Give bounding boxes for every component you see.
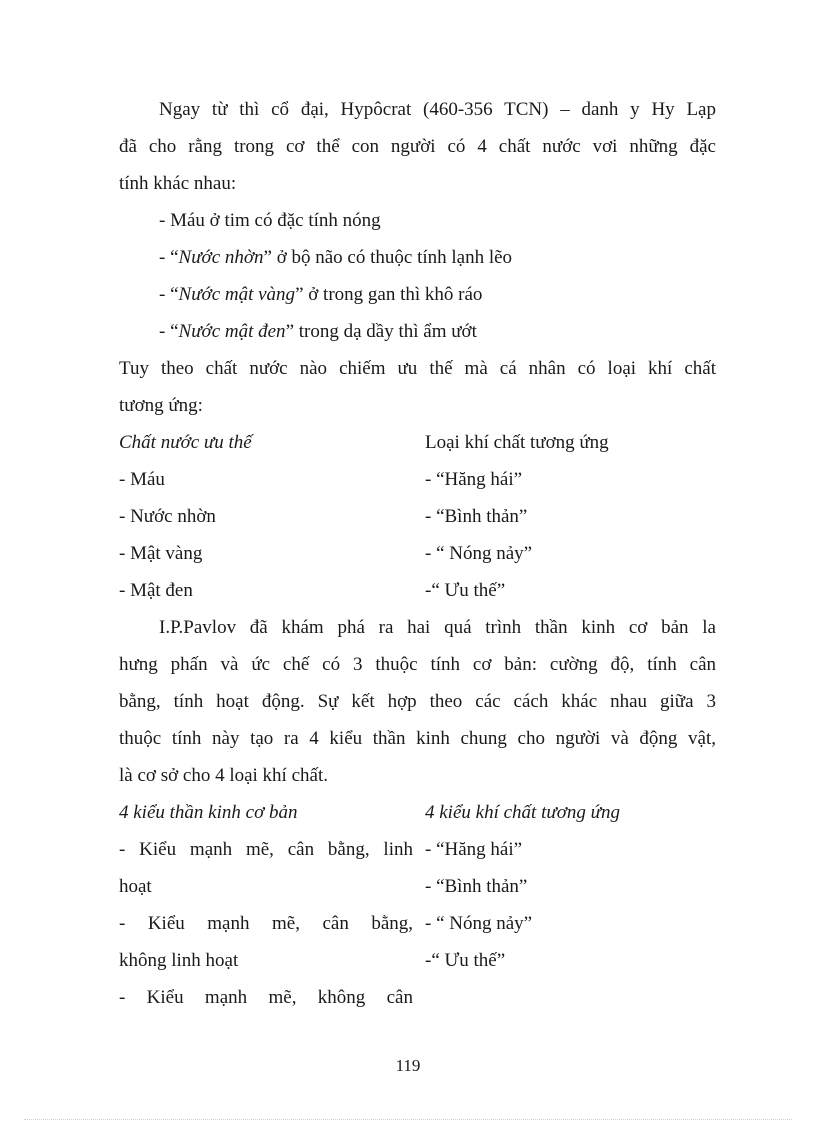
table-cell [425,979,716,1016]
table-cell: - Kiểu mạnh mẽ, không cân [119,987,413,1008]
page-number: 119 [395,1056,421,1075]
list-item [119,239,716,276]
table-row [119,979,716,1016]
table-header-temperament: Loại khí chất tương ứng [425,432,609,453]
table-header-humor: Chất nước ưu thế [119,432,252,453]
table-cell: - Mật vàng [119,543,203,564]
table-cell: - “Bình thản” [425,506,528,527]
paragraph-line: I.P.Pavlov đã khám phá ra hai quá trình thần kinh cơ bản la [159,617,716,638]
table-cell: -“ Ưu thế” [425,950,506,971]
table-header-nervous-type: 4 kiểu thần kinh cơ bản [119,802,298,823]
table-cell: - “Hăng hái” [425,839,523,860]
table-cell: - “Bình thản” [425,876,528,897]
table-cell: - Kiểu mạnh mẽ, cân bằng, linh [119,839,413,860]
list-item [119,202,716,239]
table-cell: - “ Nóng nảy” [425,543,533,564]
paragraph-line: hưng phấn và ức chế có 3 thuộc tính cơ bản: cường độ, tính cân [119,654,716,675]
table-row [119,572,716,609]
paragraph-pavlov [119,609,716,794]
table-row [119,942,716,979]
list-item-prefix: - “ [159,284,179,305]
list-item-suffix: ” ở trong gan thì khô ráo [295,284,483,305]
list-item [119,313,716,350]
table-row [119,905,716,942]
nervous-type-table [119,794,716,1016]
table-header-row [119,794,716,831]
list-item-prefix: - “ [159,321,179,342]
paragraph-line: thuộc tính này tạo ra 4 kiểu thần kinh chung cho người và động vật, [119,728,716,749]
paragraph-line: tính khác nhau: [119,173,237,194]
table-cell: không linh hoạt [119,950,239,971]
paragraph-temperament-intro [119,350,716,424]
paragraph-line: đã cho rằng trong cơ thể con người có 4 chất nước vơi những đặc [119,136,716,157]
table-row [119,498,716,535]
paragraph-hypocrat [119,91,716,202]
table-cell: -“ Ưu thế” [425,580,506,601]
paragraph-line: Tuy theo chất nước nào chiếm ưu thế mà cá nhân có loại khí chất [119,358,716,379]
list-item-term: Nước nhờn [178,247,264,268]
list-item-text: - Máu ở tim có đặc tính nóng [159,210,381,231]
list-item-term: Nước mật đen [178,321,286,342]
list-item [119,276,716,313]
table-cell: - “Hăng hái” [425,469,523,490]
table-row [119,461,716,498]
table-header-row [119,424,716,461]
table-cell: - “ Nóng nảy” [425,913,533,934]
table-row [119,535,716,572]
table-cell: - Nước nhờn [119,506,216,527]
paragraph-line: bằng, tính hoạt động. Sự kết hợp theo các cách khác nhau giữa 3 [119,691,716,712]
table-header-temperament: 4 kiểu khí chất tương ứng [425,802,620,823]
table-cell: - Máu [119,469,165,490]
table-cell: - Mật đen [119,580,193,601]
list-item-suffix: ” trong dạ dầy thì ẩm ướt [285,321,477,342]
humor-list [119,202,716,350]
table-cell: hoạt [119,876,152,897]
table-row [119,831,716,868]
humor-temperament-table [119,424,716,609]
footer-divider [24,1119,792,1120]
list-item-suffix: ” ở bộ não có thuộc tính lạnh lẽo [263,247,513,268]
table-row [119,868,716,905]
paragraph-line: Ngay từ thì cổ đại, Hypôcrat (460-356 TCN) – danh y Hy Lạp [159,99,716,120]
paragraph-line: tương ứng: [119,395,203,416]
list-item-prefix: - “ [159,247,179,268]
table-cell: - Kiểu mạnh mẽ, cân bằng, [119,913,413,934]
list-item-term: Nước mật vàng [178,284,296,305]
document-body [119,91,716,1016]
paragraph-line: là cơ sở cho 4 loại khí chất. [119,765,328,786]
